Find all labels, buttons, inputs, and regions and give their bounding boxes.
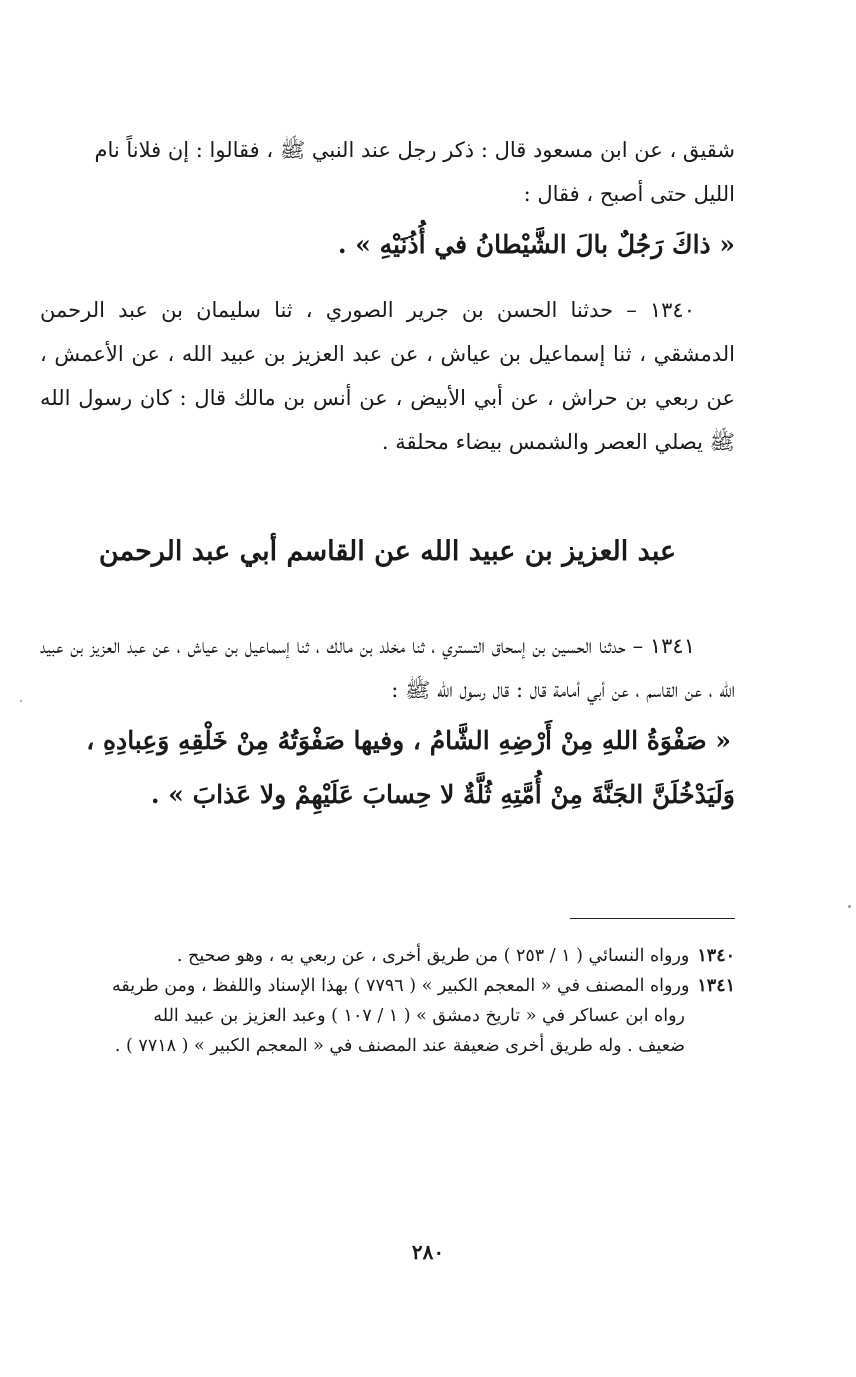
hadith-1341: ١٣٤١ – حدثنا الحسين بن إسحاق التستري ، ثنا مخلد بن مالك ، ثنا إسماعيل بن عياش ، عن عبد العزيز بن عبيد الله ، عن القاسم ، عن أبي أمامة قال : قال رسول الله ﷺ :: [40, 634, 735, 702]
footnote-number: ١٣٤٠: [697, 946, 735, 966]
hadith-quote-2-line2: وَلَيَدْخُلَنَّ الجَنَّةَ مِنْ أُمَّتِهِ ثُلَّةٌ لا حِسابَ عَلَيْهِمْ ولا عَذابَ » .: [150, 780, 735, 809]
scan-speck: [20, 700, 22, 702]
hadith-1340: ١٣٤٠ – حدثنا الحسن بن جرير الصوري ، ثنا سليمان بن عبد الرحمن الدمشقي ، ثنا إسماعيل بن عياش ، عن عبد العزيز بن عبيد الله ، عن الأعمش ، عن ربعي بن حراش ، عن أبي الأبيض ، عن أنس بن مالك قال : كان رسول الله ﷺ يصلي العصر والشمس بيضاء محلقة .: [40, 298, 735, 454]
footnote-divider: [570, 918, 735, 919]
page-body: [40, 128, 735, 1061]
footnote-1341-continuation-1: رواه ابن عساكر في « تاريخ دمشق » ( ١ / ١٠٧ ) وعبد العزيز بن عبيد الله: [153, 1006, 685, 1026]
hadith-quote-1: « ذاكَ رَجُلٌ بالَ الشَّيْطانُ في أُذُنَيْهِ » .: [337, 230, 735, 259]
footnotes: [40, 941, 735, 1061]
block1-line1: شقيق ، عن ابن مسعود قال : ذكر رجل عند النبي ﷺ ، فقالوا : إن فلاناً نام: [94, 138, 735, 162]
scan-speck: [848, 905, 851, 908]
page-number: ٢٨٠: [411, 1240, 445, 1264]
footnote-1340: [40, 941, 735, 971]
footnote-text: ورواه النسائي ( ١ / ٢٥٣ ) من طريق أخرى ، عن ربعي به ، وهو صحيح .: [176, 946, 690, 966]
footnote-number: ١٣٤١: [697, 976, 735, 996]
footnote-text: ورواه المصنف في « المعجم الكبير » ( ٧٧٩٦ ) بهذا الإسناد واللفظ ، ومن طريقه: [111, 976, 690, 996]
footnote-1341: [40, 971, 735, 1001]
block1-line2: الليل حتى أصبح ، فقال :: [523, 182, 735, 206]
section-heading: عبد العزيز بن عبيد الله عن القاسم أبي عبد الرحمن: [98, 536, 677, 567]
footnote-1341-continuation-2: ضعيف . وله طريق أخرى ضعيفة عند المصنف في « المعجم الكبير » ( ٧٧١٨ ) .: [114, 1036, 685, 1056]
hadith-quote-2-line1: « صَفْوَةُ اللهِ مِنْ أَرْضِهِ الشَّامُ ، وفيها صَفْوَتُهُ مِنْ خَلْقِهِ وَعِبادِهِ ،: [86, 726, 731, 755]
